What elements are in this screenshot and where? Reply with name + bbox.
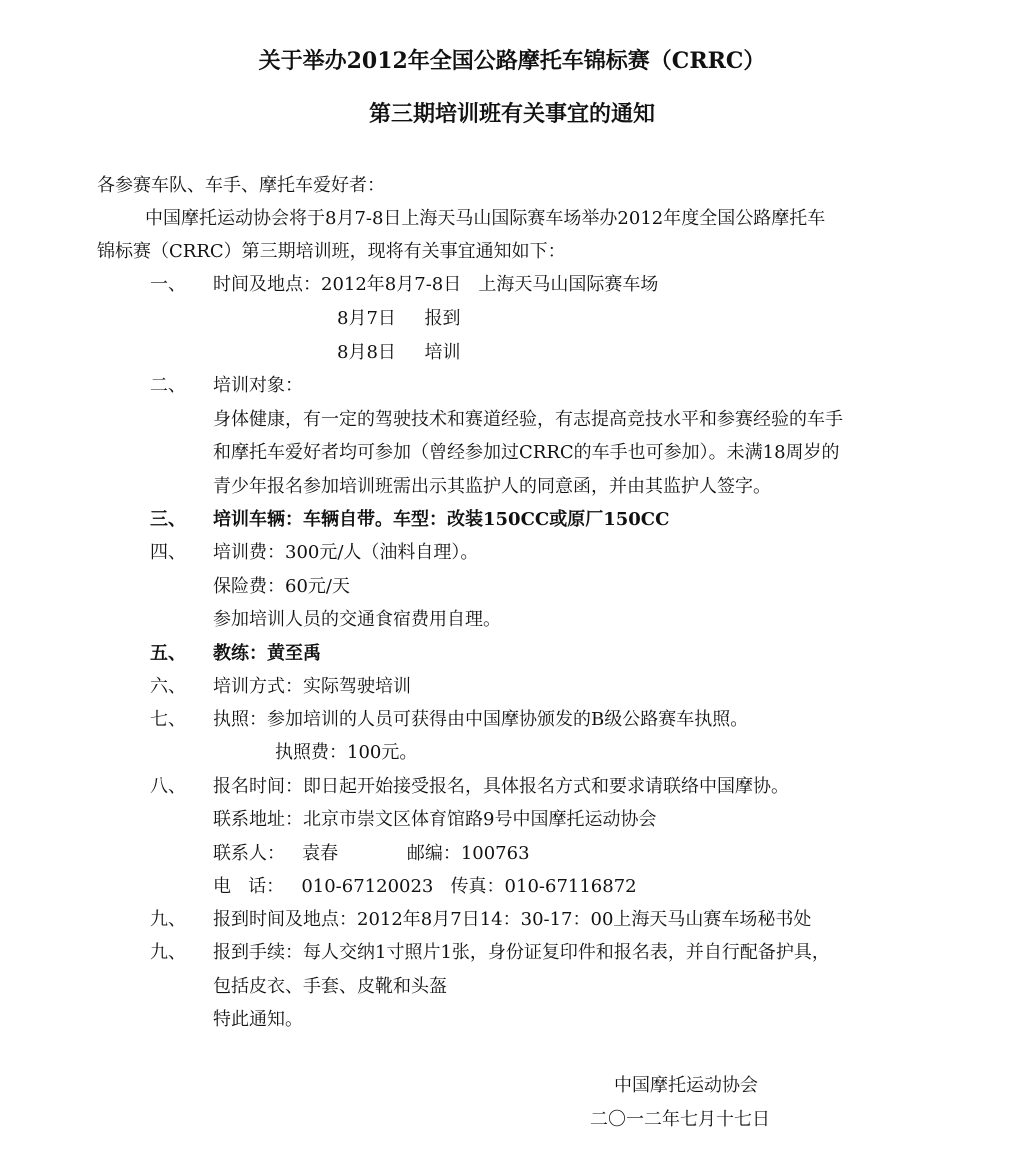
signature-org: 中国摩托运动协会	[614, 1075, 758, 1096]
item-line: 联系人： 袁春 邮编：100763	[213, 843, 530, 864]
signature-date: 二〇一二年七月十七日	[590, 1109, 770, 1130]
item-line: 参加培训人员的交通食宿费用自理。	[213, 609, 501, 630]
item-number: 八、	[150, 776, 186, 797]
item-number: 五、	[150, 643, 186, 664]
item-line: 执照：参加培训的人员可获得由中国摩协颁发的B级公路赛车执照。	[213, 709, 749, 730]
item-line: 保险费：60元/天	[213, 576, 350, 597]
item-line: 时间及地点：2012年8月7-8日 上海天马山国际赛车场	[213, 274, 659, 295]
item-line: 培训车辆：车辆自带。车型：改装150CC或原厂150CC	[213, 509, 670, 530]
item-line: 报名时间：即日起开始接受报名，具体报名方式和要求请联络中国摩协。	[213, 776, 789, 797]
item-line: 联系地址：北京市崇文区体育馆路9号中国摩托运动协会	[213, 809, 657, 830]
item-line: 8月8日 培训	[337, 342, 461, 363]
item-line: 执照费：100元。	[275, 742, 418, 763]
item-number: 二、	[150, 375, 186, 396]
intro-line: 锦标赛（CRRC）第三期培训班，现将有关事宜通知如下：	[97, 241, 566, 262]
item-line: 包括皮衣、手套、皮靴和头盔	[213, 976, 447, 997]
item-line: 身体健康，有一定的驾驶技术和赛道经验，有志提高竞技水平和参赛经验的车手	[213, 409, 843, 430]
item-line: 和摩托车爱好者均可参加（曾经参加过CRRC的车手也可参加）。未满18周岁的	[213, 442, 840, 463]
item-number: 一、	[150, 274, 186, 295]
item-number: 七、	[150, 709, 186, 730]
intro-line: 中国摩托运动协会将于8月7-8日上海天马山国际赛车场举办2012年度全国公路摩托车	[145, 208, 826, 229]
item-line: 培训对象：	[213, 375, 303, 396]
item-line: 报到时间及地点：2012年8月7日14：30-17：00上海天马山赛车场秘书处	[213, 909, 812, 930]
item-line: 特此通知。	[213, 1009, 303, 1030]
item-number: 三、	[150, 509, 186, 530]
item-number: 九、	[150, 942, 186, 963]
item-number: 四、	[150, 542, 186, 563]
item-number: 九、	[150, 909, 186, 930]
title-line-1: 关于举办2012年全国公路摩托车锦标赛（CRRC）	[258, 48, 766, 74]
title-line-2: 第三期培训班有关事宜的通知	[368, 101, 655, 127]
item-line: 培训方式：实际驾驶培训	[213, 676, 411, 697]
item-line: 青少年报名参加培训班需出示其监护人的同意函，并由其监护人签字。	[213, 476, 771, 497]
item-line: 报到手续：每人交纳1寸照片1张，身份证复印件和报名表，并自行配备护具，	[213, 942, 830, 963]
item-line: 电 话： 010-67120023 传真：010-67116872	[213, 876, 637, 897]
item-number: 六、	[150, 676, 186, 697]
item-line: 8月7日 报到	[337, 308, 461, 329]
item-line: 教练：黄至禹	[213, 643, 321, 664]
salutation: 各参赛车队、车手、摩托车爱好者：	[97, 175, 385, 196]
item-line: 培训费：300元/人（油料自理）。	[213, 542, 479, 563]
